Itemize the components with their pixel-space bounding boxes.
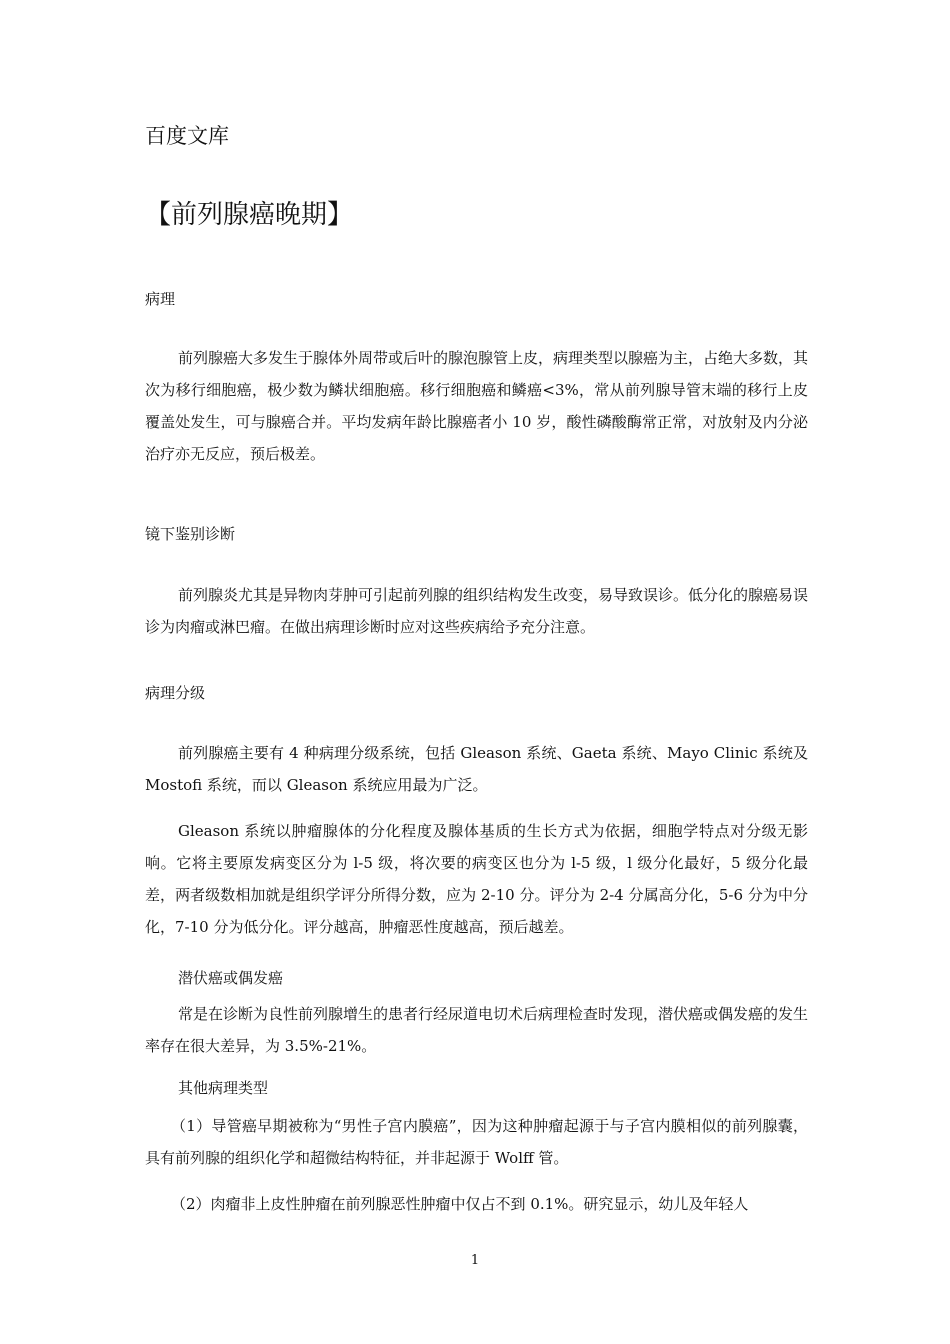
document-title: 【前列腺癌晚期】: [145, 200, 354, 230]
subheading-other-types: 其他病理类型: [178, 1079, 269, 1097]
document-header: 百度文库: [145, 124, 229, 148]
section-heading-pathology: 病理: [145, 290, 176, 308]
paragraph-other-types-1: （1）导管癌早期被称为“男性子宫内膜癌”，因为这种肿瘤起源于与子宫内膜相似的前列腺囊，具有前列腺的组织化学和超微结构特征，并非起源于 Wolff 管。: [145, 1117, 808, 1167]
paragraph-latent: 常是在诊断为良性前列腺增生的患者行经尿道电切术后病理检查时发现，潜伏癌或偶发癌的发生率存在很大差异，为 3.5%-21%。: [145, 1005, 809, 1055]
paragraph-differential: 前列腺炎尤其是异物肉芽肿可引起前列腺的组织结构发生改变，易导致误诊。低分化的腺癌易误诊为肉瘤或淋巴瘤。在做出病理诊断时应对这些疾病给予充分注意。: [145, 586, 809, 636]
paragraph-grading-2: Gleason 系统以肿瘤腺体的分化程度及腺体基质的生长方式为依据，细胞学特点对分级无影响。它将主要原发病变区分为 l-5 级，将次要的病变区也分为 l-5 级，l 级分化最好，5 级分化最差，两者级数相加就是组织学评分所得分数，应为 2-10 分。评分为 2-4 分属高分化，5-6 分为中分化，7-10 分为低分化。评分越高，肿瘤恶性度越高，预后越差。: [145, 822, 808, 936]
page-number: 1: [470, 1253, 480, 1268]
paragraph-other-types-2: （2）肉瘤非上皮性肿瘤在前列腺恶性肿瘤中仅占不到 0.1%。研究显示，幼儿及年轻人: [171, 1195, 749, 1213]
paragraph-grading-1: 前列腺癌主要有 4 种病理分级系统，包括 Gleason 系统、Gaeta 系统、Mayo Clinic 系统及 Mostofi 系统，而以 Gleason 系统应用最为广泛。: [145, 744, 808, 794]
subheading-latent: 潜伏癌或偶发癌: [178, 969, 284, 987]
section-heading-grading: 病理分级: [145, 684, 206, 702]
paragraph-pathology: 前列腺癌大多发生于腺体外周带或后叶的腺泡腺管上皮，病理类型以腺癌为主，占绝大多数，其次为移行细胞癌，极少数为鳞状细胞癌。移行细胞癌和鳞癌<3%，常从前列腺导管末端的移行上皮覆盖处发生，可与腺癌合并。平均发病年龄比腺癌者小 10 岁，酸性磷酸酶常正常，对放射及内分泌治疗亦无反应，预后极差。: [145, 349, 809, 463]
section-heading-differential: 镜下鉴别诊断: [145, 525, 236, 543]
